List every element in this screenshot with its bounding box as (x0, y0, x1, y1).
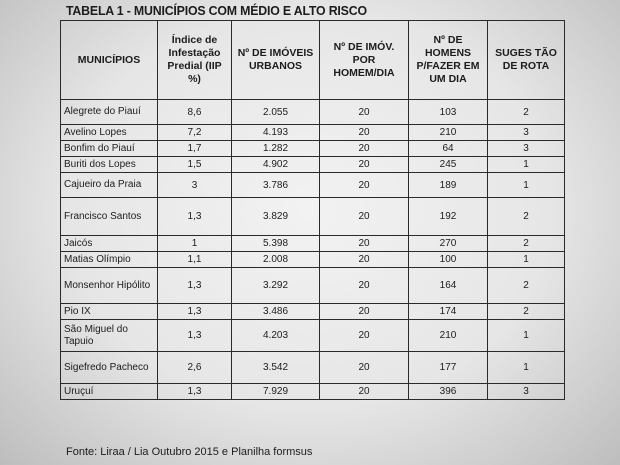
cell-homens-por-dia: 245 (409, 157, 488, 173)
cell-imoveis-por-homem-dia: 20 (320, 320, 409, 352)
table-row (61, 198, 565, 236)
table-row (61, 157, 565, 173)
cell-homens-por-dia: 396 (409, 384, 488, 400)
cell-imoveis-urbanos: 4.902 (232, 157, 320, 173)
cell-municipio: Buriti dos Lopes (61, 157, 158, 173)
cell-iip: 1,3 (158, 268, 232, 304)
cell-iip: 1 (158, 236, 232, 252)
cell-imoveis-por-homem-dia: 20 (320, 352, 409, 384)
cell-sugestao-rota: 2 (488, 304, 565, 320)
cell-homens-por-dia: 64 (409, 141, 488, 157)
table-body (61, 100, 565, 400)
cell-imoveis-por-homem-dia: 20 (320, 100, 409, 125)
cell-homens-por-dia: 100 (409, 252, 488, 268)
cell-imoveis-urbanos: 3.786 (232, 173, 320, 198)
cell-imoveis-por-homem-dia: 20 (320, 304, 409, 320)
header-homens-por-dia: Nº DE HOMENS P/FAZER EM UM DIA (409, 21, 488, 100)
municipalities-risk-table (60, 20, 565, 400)
cell-homens-por-dia: 210 (409, 125, 488, 141)
cell-sugestao-rota: 3 (488, 125, 565, 141)
cell-homens-por-dia: 174 (409, 304, 488, 320)
cell-imoveis-urbanos: 4.193 (232, 125, 320, 141)
cell-municipio: Pio IX (61, 304, 158, 320)
table-row (61, 125, 565, 141)
cell-municipio: Uruçuí (61, 384, 158, 400)
cell-imoveis-urbanos: 2.008 (232, 252, 320, 268)
table-row (61, 252, 565, 268)
cell-municipio: Jaicós (61, 236, 158, 252)
cell-imoveis-por-homem-dia: 20 (320, 236, 409, 252)
cell-iip: 1,3 (158, 304, 232, 320)
cell-iip: 7,2 (158, 125, 232, 141)
cell-municipio: Monsenhor Hipólito (61, 268, 158, 304)
cell-homens-por-dia: 270 (409, 236, 488, 252)
cell-municipio: Francisco Santos (61, 198, 158, 236)
cell-imoveis-por-homem-dia: 20 (320, 173, 409, 198)
cell-homens-por-dia: 164 (409, 268, 488, 304)
cell-iip: 1,7 (158, 141, 232, 157)
table-row (61, 141, 565, 157)
cell-imoveis-por-homem-dia: 20 (320, 198, 409, 236)
cell-imoveis-por-homem-dia: 20 (320, 252, 409, 268)
cell-iip: 1,3 (158, 320, 232, 352)
cell-imoveis-por-homem-dia: 20 (320, 384, 409, 400)
header-imoveis-urbanos: Nº DE IMÓVEIS URBANOS (232, 21, 320, 100)
cell-imoveis-por-homem-dia: 20 (320, 125, 409, 141)
table-header-row (61, 21, 565, 100)
header-municipios: MUNICÍPIOS (61, 21, 158, 100)
table-row (61, 236, 565, 252)
table-row (61, 173, 565, 198)
cell-municipio: Avelino Lopes (61, 125, 158, 141)
cell-sugestao-rota: 2 (488, 100, 565, 125)
cell-imoveis-urbanos: 1.282 (232, 141, 320, 157)
cell-imoveis-urbanos: 7.929 (232, 384, 320, 400)
table-row (61, 352, 565, 384)
source-footnote: Fonte: Liraa / Lia Outubro 2015 e Planilha formsus (66, 446, 313, 458)
cell-municipio: Bonfim do Piauí (61, 141, 158, 157)
cell-municipio: Matias Olímpio (61, 252, 158, 268)
cell-homens-por-dia: 103 (409, 100, 488, 125)
cell-sugestao-rota: 1 (488, 320, 565, 352)
cell-homens-por-dia: 210 (409, 320, 488, 352)
cell-sugestao-rota: 1 (488, 173, 565, 198)
cell-sugestao-rota: 1 (488, 252, 565, 268)
table-title: TABELA 1 - MUNICÍPIOS COM MÉDIO E ALTO RISCO (66, 3, 367, 18)
cell-imoveis-urbanos: 3.829 (232, 198, 320, 236)
cell-homens-por-dia: 192 (409, 198, 488, 236)
header-imoveis-por-homem-dia: Nº DE IMÓV. POR HOMEM/DIA (320, 21, 409, 100)
cell-sugestao-rota: 2 (488, 236, 565, 252)
table-row (61, 268, 565, 304)
cell-iip: 1,3 (158, 198, 232, 236)
cell-homens-por-dia: 189 (409, 173, 488, 198)
cell-iip: 3 (158, 173, 232, 198)
header-sugestao-de-rota: SUGES TÃO DE ROTA (488, 21, 565, 100)
table-row (61, 100, 565, 125)
table-row (61, 384, 565, 400)
cell-municipio: Cajueiro da Praia (61, 173, 158, 198)
table-row (61, 320, 565, 352)
cell-imoveis-urbanos: 2.055 (232, 100, 320, 125)
cell-imoveis-por-homem-dia: 20 (320, 268, 409, 304)
cell-sugestao-rota: 2 (488, 198, 565, 236)
cell-imoveis-por-homem-dia: 20 (320, 141, 409, 157)
cell-municipio: Alegrete do Piauí (61, 100, 158, 125)
cell-iip: 2,6 (158, 352, 232, 384)
table-row (61, 304, 565, 320)
cell-imoveis-urbanos: 3.292 (232, 268, 320, 304)
cell-sugestao-rota: 3 (488, 384, 565, 400)
cell-iip: 1,1 (158, 252, 232, 268)
cell-iip: 1,3 (158, 384, 232, 400)
cell-iip: 1,5 (158, 157, 232, 173)
cell-imoveis-urbanos: 4.203 (232, 320, 320, 352)
cell-municipio: São Miguel do Tapuio (61, 320, 158, 352)
cell-sugestao-rota: 1 (488, 157, 565, 173)
cell-imoveis-urbanos: 3.542 (232, 352, 320, 384)
cell-imoveis-urbanos: 5.398 (232, 236, 320, 252)
cell-imoveis-urbanos: 3.486 (232, 304, 320, 320)
cell-imoveis-por-homem-dia: 20 (320, 157, 409, 173)
cell-sugestao-rota: 2 (488, 268, 565, 304)
cell-municipio: Sigefredo Pacheco (61, 352, 158, 384)
header-iip: Índice de Infestação Predial (IIP %) (158, 21, 232, 100)
cell-homens-por-dia: 177 (409, 352, 488, 384)
cell-iip: 8,6 (158, 100, 232, 125)
cell-sugestao-rota: 1 (488, 352, 565, 384)
cell-sugestao-rota: 3 (488, 141, 565, 157)
